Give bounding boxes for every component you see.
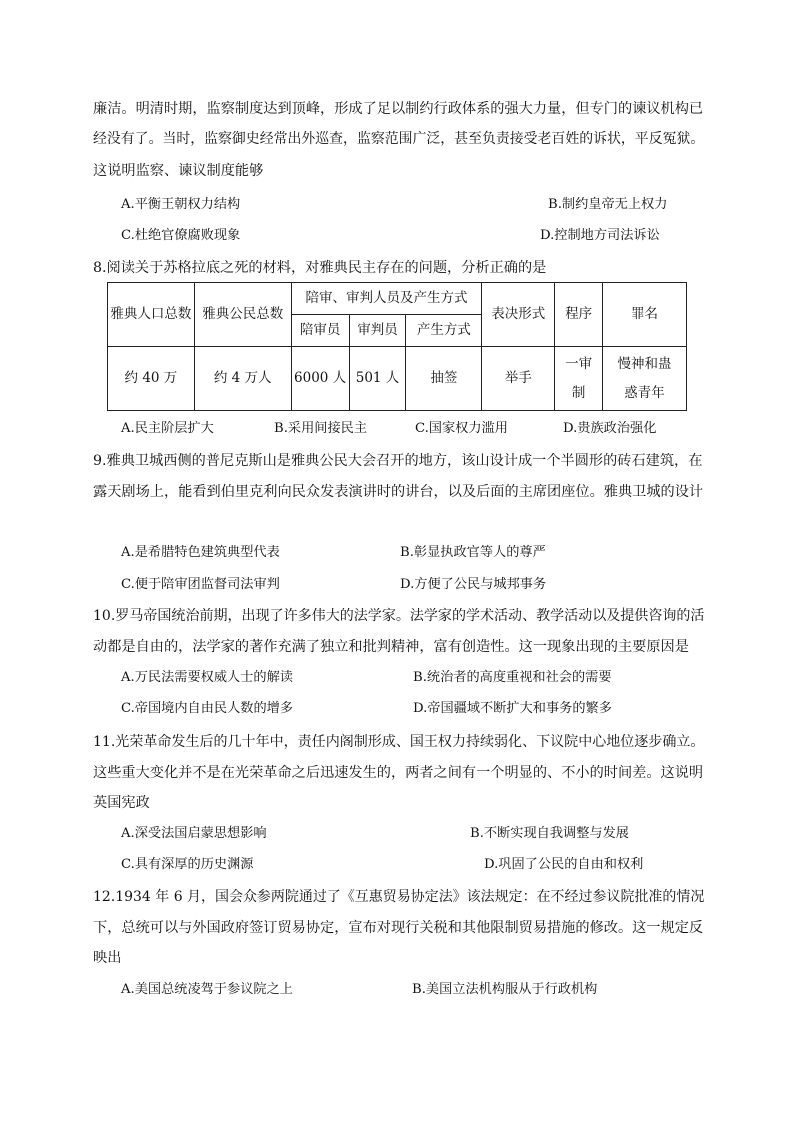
q8-option-d: D.贵族政治强化 (563, 421, 657, 436)
cell-charge-line: 慢神和蛊 (617, 355, 672, 372)
cell-judges: 501 人 (349, 347, 406, 411)
header-procedure: 程序 (555, 283, 603, 347)
header-population: 雅典人口总数 (108, 283, 195, 347)
header-method: 产生方式 (406, 315, 482, 347)
q11-line: 这些重大变化并不是在光荣革命之后迅速发生的，两者之间有一个明显的、不小的时间差。这说明 (93, 765, 704, 781)
cell-method: 抽签 (406, 347, 482, 411)
q8-stem: 8.阅读关于苏格拉底之死的材料，对雅典民主存在的问题，分析正确的是 (93, 260, 547, 276)
q10-option-a: A.万民法需要权威人士的解读 (121, 670, 293, 685)
q12-line: 12.1934 年 6 月，国会众参两院通过了《互惠贸易协定法》该法规定：在不经过参议院批准的情况 (93, 889, 705, 905)
q8-option-a: A.民主阶层扩大 (121, 421, 214, 436)
header-citizens: 雅典公民总数 (194, 283, 291, 347)
q9-line: 露天剧场上，能看到伯里克利向民众发表演讲时的讲台，以及后面的主席团座位。雅典卫城的设计 (93, 484, 704, 500)
q8-option-c: C.国家权力滥用 (415, 421, 508, 436)
q10-line: 10.罗马帝国统治前期，出现了许多伟大的法学家。法学家的学术活动、教学活动以及提供咨询的活 (93, 608, 705, 624)
q11-option-c: C.具有深厚的历史渊源 (121, 857, 254, 872)
q11-option-a: A.深受法国启蒙思想影响 (121, 826, 267, 841)
cell-procedure (555, 347, 603, 411)
header-judges: 审判员 (349, 315, 406, 347)
q9-option-c: C.便于陪审团监督司法审判 (121, 577, 280, 592)
cell-jurors: 6000 人 (291, 347, 349, 411)
q11-line: 11.光荣革命发生后的几十年中，责任内阁制形成、国王权力持续弱化、下议院中心地位逐步确立。 (93, 734, 705, 750)
q12-option-a: A.美国总统凌驾于参议院之上 (121, 982, 293, 997)
q12-option-b: B.美国立法机构服从于行政机构 (412, 982, 598, 997)
cell-procedure-line: 制 (571, 384, 586, 401)
q8-option-b: B.采用间接民主 (274, 421, 368, 436)
header-jury-group: 陪审、审判人员及产生方式 (291, 283, 482, 315)
cell-population: 约 40 万 (108, 347, 195, 411)
q9-option-d: D.方便了公民与城邦事务 (400, 577, 547, 592)
q10-option-d: D.帝国疆域不断扩大和事务的繁多 (413, 701, 612, 716)
q11-option-d: D.巩固了公民的自由和权利 (484, 857, 644, 872)
passage-line: 廉洁。明清时期，监察制度达到顶峰，形成了足以制约行政体系的强大力量，但专门的谏议机构已 (93, 101, 704, 117)
q10-option-c: C.帝国境内自由民人数的增多 (121, 701, 294, 716)
cell-citizens: 约 4 万人 (194, 347, 291, 411)
cell-charge (603, 347, 687, 411)
header-charge: 罪名 (603, 283, 687, 347)
passage-line: 经没有了。当时，监察御史经常出外巡查，监察范围广泛，甚至负责接受老百姓的诉状，平反冤狱。 (93, 131, 705, 147)
header-jurors: 陪审员 (291, 315, 349, 347)
cell-procedure-line: 一审 (565, 355, 593, 372)
cell-charge-line: 惑青年 (624, 384, 665, 401)
q12-line: 映出 (93, 950, 122, 966)
passage-line: 这说明监察、谏议制度能够 (93, 163, 264, 179)
q7-option-b: B.制约皇帝无上权力 (548, 197, 668, 212)
q10-option-b: B.统治者的高度重视和社会的需要 (413, 670, 612, 685)
header-vote: 表决形式 (482, 283, 555, 347)
cell-vote: 举手 (482, 347, 555, 411)
q10-line: 动都是自由的，法学家的著作充满了独立和批判精神，富有创造性。这一现象出现的主要原因是 (93, 639, 689, 655)
q7-option-d: D.控制地方司法诉讼 (540, 228, 660, 243)
q11-option-b: B.不断实现自我调整与发展 (470, 826, 629, 841)
q9-option-b: B.彰显执政官等人的尊严 (400, 545, 546, 560)
q9-line: 9.雅典卫城西侧的普尼克斯山是雅典公民大会召开的地方，该山设计成一个半圆形的砖石建筑，在 (93, 453, 703, 469)
q11-line: 英国宪政 (93, 795, 150, 811)
q9-option-a: A.是希腊特色建筑典型代表 (121, 545, 280, 560)
socrates-table (107, 282, 687, 411)
q7-option-a: A.平衡王朝权力结构 (121, 197, 241, 212)
q12-line: 下，总统可以与外国政府签订贸易协定，宣布对现行关税和其他限制贸易措施的修改。这一规定反 (93, 920, 704, 936)
q7-option-c: C.杜绝官僚腐败现象 (121, 228, 241, 243)
